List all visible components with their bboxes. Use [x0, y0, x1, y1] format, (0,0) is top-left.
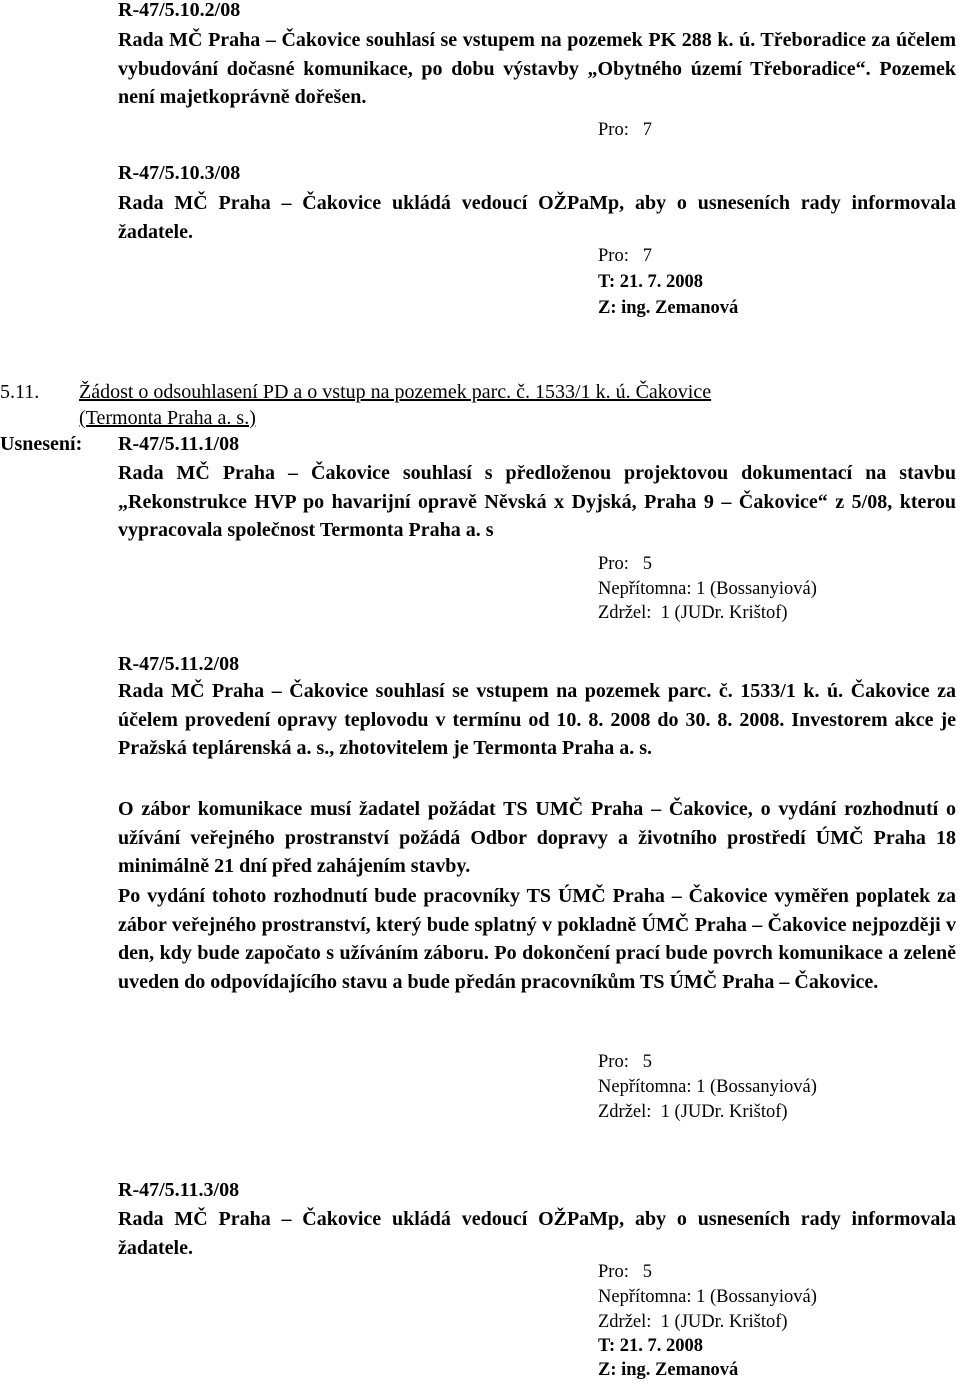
resolution-paragraph-2: O zábor komunikace musí žadatel požádat TS UMČ Praha – Čakovice, o vydání rozhodnutí o užívání veřejného prostranství požádá Odbor dopravy a životního prostředí ÚMČ Praha 18 minimálně 21 dní před zahájením stavby.	[118, 798, 956, 877]
resolution-id: R-47/5.10.2/08	[118, 0, 241, 21]
item-title-line2: (Termonta Praha a. s.)	[79, 407, 256, 429]
resolution-id: R-47/5.11.1/08	[118, 433, 240, 455]
vote-absent: Nepřítomna: 1 (Bossanyiová)	[598, 579, 817, 599]
resolution-id: R-47/5.10.3/08	[118, 162, 241, 184]
vote-pro: Pro: 5	[598, 1052, 652, 1072]
resolution-text: Rada MČ Praha – Čakovice ukládá vedoucí OŽPaMp, aby o usneseních rady informovala žadatele.	[118, 192, 956, 243]
vote-absent: Nepřítomna: 1 (Bossanyiová)	[598, 1287, 817, 1307]
resolution-text: Rada MČ Praha – Čakovice souhlasí se vstupem na pozemek PK 288 k. ú. Třeboradice za účelem vybudování dočasné komunikace, po dobu výstavby „Obytného území Třeboradice“. Pozemek není majetkoprávně dořešen.	[118, 29, 956, 108]
resolution-paragraph-1: Rada MČ Praha – Čakovice souhlasí se vstupem na pozemek parc. č. 1533/1 k. ú. Čakovice za účelem provedení opravy teplovodu v termínu od 10. 8. 2008 do 30. 8. 2008. Investorem akce je Pražská teplárenská a. s., zhotovitelem je Termonta Praha a. s.	[118, 680, 956, 759]
resolution-text: Rada MČ Praha – Čakovice ukládá vedoucí OŽPaMp, aby o usneseních rady informovala žadatele.	[118, 1208, 956, 1259]
vote-abstain: Zdržel: 1 (JUDr. Krištof)	[598, 603, 788, 623]
resolution-paragraph-3: Po vydání tohoto rozhodnutí bude pracovníky TS ÚMČ Praha – Čakovice vyměřen poplatek za zábor veřejného prostranství, který bude splatný v pokladně ÚMČ Praha – Čakovice nejpozději v den, kdy bude započato s užíváním záboru. Po dokončení prací bude povrch komunikace a zeleně uveden do odpovídajícího stavu a bude předán pracovníkům TS ÚMČ Praha – Čakovice.	[118, 885, 956, 993]
resolution-id: R-47/5.11.2/08	[118, 653, 240, 675]
vote-pro: Pro: 7	[598, 120, 652, 140]
resolution-text: Rada MČ Praha – Čakovice souhlasí s předloženou projektovou dokumentací na stavbu „Rekonstrukce HVP po havarijní opravě Něvská x Dyjská, Praha 9 – Čakovice“ z 5/08, kterou vypracovala společnost Termonta Praha a. s	[118, 462, 956, 541]
item-number: 5.11.	[0, 381, 40, 403]
responsible: Z: ing. Zemanová	[598, 298, 739, 318]
resolution-id: R-47/5.11.3/08	[118, 1179, 240, 1201]
responsible: Z: ing. Zemanová	[598, 1360, 739, 1380]
vote-pro: Pro: 7	[598, 246, 652, 266]
item-title-line1: Žádost o odsouhlasení PD a o vstup na pozemek parc. č. 1533/1 k. ú. Čakovice	[79, 381, 712, 403]
vote-abstain: Zdržel: 1 (JUDr. Krištof)	[598, 1312, 788, 1332]
usneseni-label: Usnesení:	[0, 433, 83, 455]
vote-abstain: Zdržel: 1 (JUDr. Krištof)	[598, 1102, 788, 1122]
vote-pro: Pro: 5	[598, 554, 652, 574]
deadline: T: 21. 7. 2008	[598, 1336, 704, 1356]
vote-absent: Nepřítomna: 1 (Bossanyiová)	[598, 1077, 817, 1097]
vote-pro: Pro: 5	[598, 1262, 652, 1282]
deadline: T: 21. 7. 2008	[598, 272, 704, 292]
